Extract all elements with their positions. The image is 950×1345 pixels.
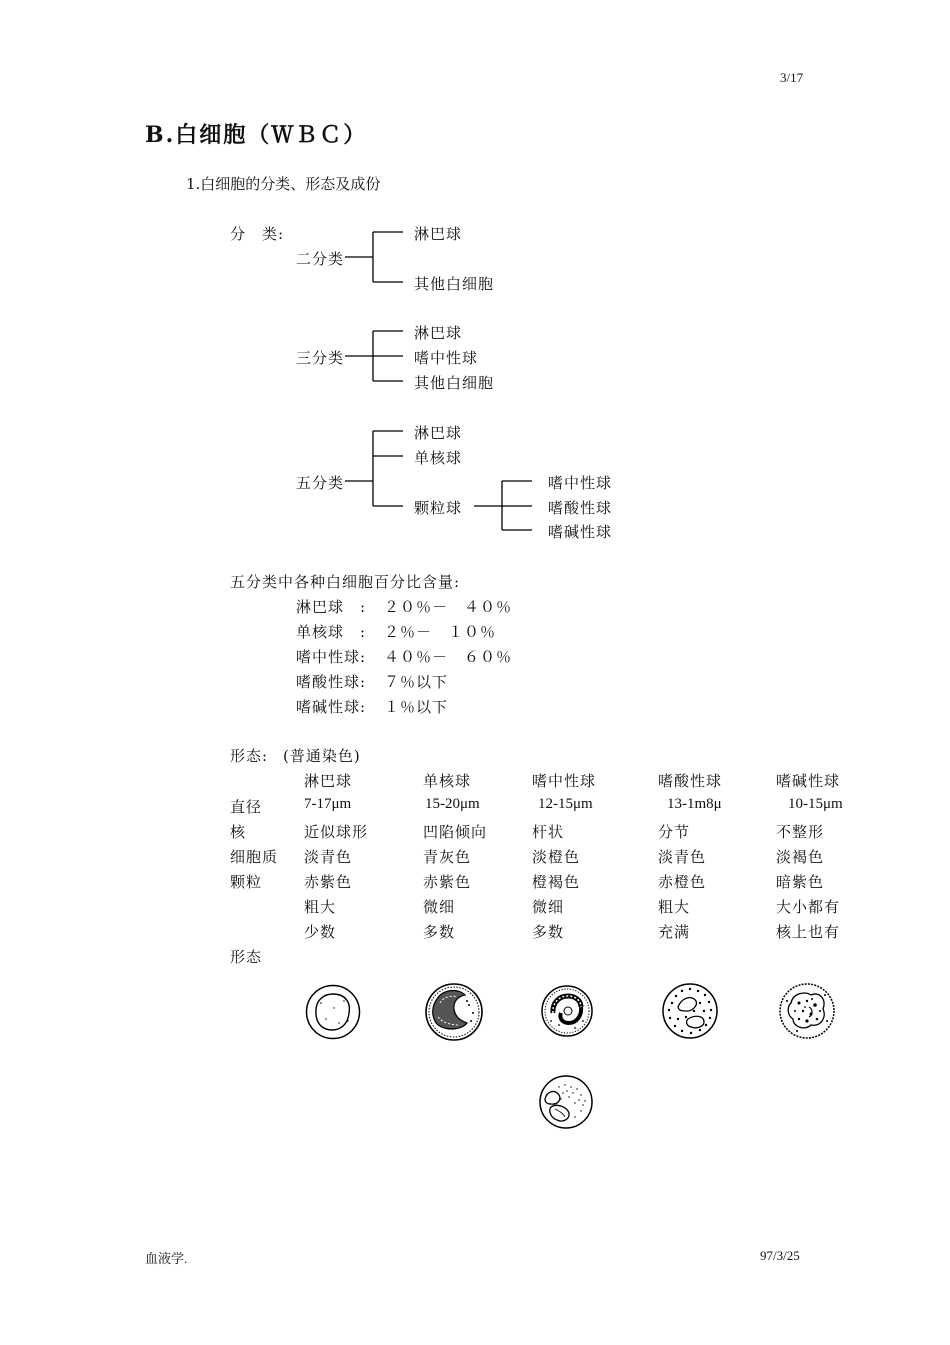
two-class-label: 二分类 — [296, 250, 345, 268]
table-cell: 淡青色 — [658, 848, 707, 866]
table-cell: 粗大 — [658, 898, 691, 916]
eosinophil-illustration — [660, 981, 720, 1041]
row-label: 核 — [230, 823, 247, 841]
table-cell: 暗紫色 — [776, 873, 825, 891]
table-cell: 核上也有 — [776, 923, 841, 941]
table-cell: 赤紫色 — [304, 873, 353, 891]
table-cell: 淡橙色 — [532, 848, 581, 866]
table-cell: 13-1m8μ — [667, 796, 722, 812]
table-cell: 淡青色 — [304, 848, 353, 866]
column-header: 淋巴球 — [304, 772, 353, 790]
granulocyte-item: 嗜酸性球 — [548, 499, 613, 517]
table-cell: 多数 — [532, 923, 565, 941]
table-cell: 大小都有 — [776, 898, 841, 916]
row-label: 颗粒 — [230, 873, 263, 891]
five-class-item: 淋巴球 — [414, 424, 463, 442]
table-cell: 橙褐色 — [532, 873, 581, 891]
table-cell: 7-17μm — [304, 796, 352, 812]
section-heading: 1.白细胞的分类、形态及成份 — [186, 175, 381, 193]
five-class-label: 五分类 — [296, 474, 345, 492]
column-header: 嗜碱性球 — [776, 772, 841, 790]
monocyte-illustration — [423, 981, 485, 1043]
table-cell: 10-15μm — [788, 796, 843, 812]
three-class-label: 三分类 — [296, 349, 345, 367]
footer-left: 血液学. — [145, 1251, 188, 1266]
table-cell: 不整形 — [776, 823, 825, 841]
column-header: 单核球 — [423, 772, 472, 790]
footer-date: 97/3/25 — [760, 1248, 800, 1263]
shape-row-label: 形态 — [230, 948, 263, 966]
table-cell: 多数 — [423, 923, 456, 941]
percent-value: ７％以下 — [384, 673, 449, 691]
page-number: 3/17 — [780, 70, 804, 85]
three-class-item: 嗜中性球 — [414, 349, 479, 367]
table-cell: 赤橙色 — [658, 873, 707, 891]
row-label: 细胞质 — [230, 848, 279, 866]
table-cell: 杆状 — [532, 823, 565, 841]
table-cell: 近似球形 — [304, 823, 369, 841]
percent-name: 嗜中性球: — [296, 648, 367, 666]
percent-name: 淋巴球 : — [296, 598, 367, 616]
two-class-item: 其他白细胞 — [414, 275, 495, 293]
percent-heading: 五分类中各种白细胞百分比含量: — [230, 573, 461, 591]
column-header: 嗜酸性球 — [658, 772, 723, 790]
granulocyte-item: 嗜中性球 — [548, 474, 613, 492]
table-cell: 凹陷倾向 — [423, 823, 488, 841]
two-class-item: 淋巴球 — [414, 225, 463, 243]
table-cell: 分节 — [658, 823, 691, 841]
five-class-item: 单核球 — [414, 449, 463, 467]
percent-name: 嗜酸性球: — [296, 673, 367, 691]
column-header: 嗜中性球 — [532, 772, 597, 790]
segmented-neutrophil-illustration — [537, 1073, 595, 1131]
classification-label: 分 类: — [230, 225, 285, 243]
table-cell: 少数 — [304, 923, 337, 941]
table-cell: 赤紫色 — [423, 873, 472, 891]
row-label: 直径 — [230, 798, 263, 816]
percent-value: ２％－ １０％ — [384, 623, 497, 641]
granulocyte-item: 嗜碱性球 — [548, 523, 613, 541]
percent-value: １％以下 — [384, 698, 449, 716]
percent-name: 嗜碱性球: — [296, 698, 367, 716]
percent-value: ４０％－ ６０％ — [384, 648, 513, 666]
table-cell: 粗大 — [304, 898, 337, 916]
neutrophil-illustration — [539, 983, 595, 1039]
morphology-heading: 形态: — [230, 747, 269, 765]
table-cell: 12-15μm — [538, 796, 593, 812]
table-cell: 15-20μm — [425, 796, 480, 812]
table-cell: 充满 — [658, 923, 691, 941]
three-class-item: 淋巴球 — [414, 324, 463, 342]
table-cell: 微细 — [423, 898, 456, 916]
table-cell: 淡褐色 — [776, 848, 825, 866]
morphology-note: (普通染色) — [283, 747, 361, 765]
table-cell: 青灰色 — [423, 848, 472, 866]
five-class-item: 颗粒球 — [414, 499, 463, 517]
table-cell: 微细 — [532, 898, 565, 916]
percent-value: ２０％－ ４０％ — [384, 598, 513, 616]
percent-name: 单核球 : — [296, 623, 367, 641]
basophil-illustration — [777, 981, 837, 1041]
three-class-item: 其他白细胞 — [414, 374, 495, 392]
page-title: B.白细胞（ＷＢＣ） — [145, 122, 368, 148]
lymphocyte-illustration — [304, 983, 362, 1041]
